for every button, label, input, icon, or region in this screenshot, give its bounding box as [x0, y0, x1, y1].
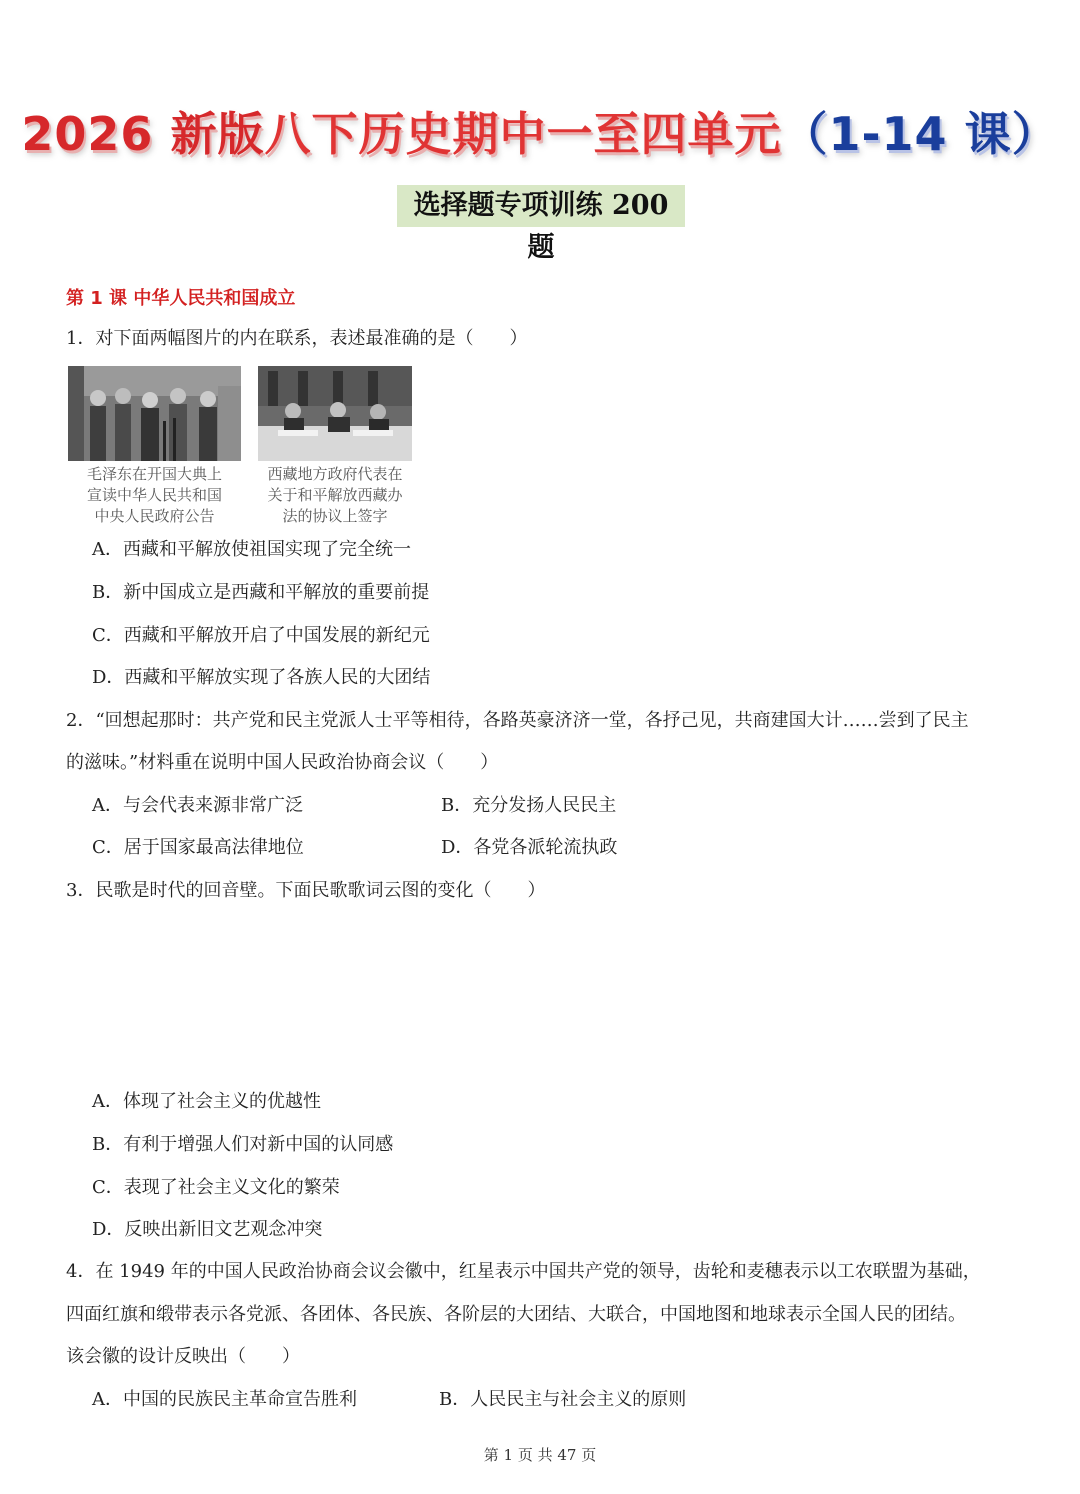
- photo-tibet-agreement: [258, 366, 412, 461]
- lesson-heading: 第 1 课 中华人民共和国成立: [66, 288, 296, 309]
- photo-founding-ceremony-image: [68, 366, 241, 461]
- question-1-option-d[interactable]: D．西藏和平解放实现了各族人民的大团结: [92, 667, 431, 688]
- question-2-stem-line-1: 2．“回想起那时：共产党和民主党派人士平等相待，各路英豪济济一堂，各抒己见，共商建国大计……尝到了民主: [66, 710, 969, 731]
- question-2-option-b[interactable]: B．充分发扬人民民主: [441, 795, 617, 816]
- question-3-option-a[interactable]: A．体现了社会主义的优越性: [92, 1091, 321, 1112]
- question-4-stem-line-3: 该会徽的设计反映出（ ）: [66, 1346, 300, 1367]
- title-subject: 八下历史期中一至四单元: [264, 107, 782, 161]
- question-2-option-c[interactable]: C．居于国家最高法律地位: [92, 837, 304, 858]
- document-subtitle: 选择题专项训练 200 题: [397, 185, 685, 227]
- title-range: （1-14 课）: [781, 107, 1059, 161]
- question-1-stem: 1．对下面两幅图片的内在联系，表述最准确的是（ ）: [66, 328, 528, 349]
- question-1-option-c[interactable]: C．西藏和平解放开启了中国发展的新纪元: [92, 625, 430, 646]
- page-number-footer: 第 1 页 共 47 页: [483, 1446, 597, 1464]
- caption-line: 西藏地方政府代表在: [267, 465, 403, 483]
- question-4-option-b[interactable]: B．人民民主与社会主义的原则: [439, 1389, 687, 1410]
- question-4-stem-line-2: 四面红旗和缎带表示各党派、各团体、各民族、各阶层的大团结、大联合，中国地图和地球表示全国人民的团结。: [66, 1304, 966, 1325]
- caption-line: 宣读中华人民共和国: [86, 486, 222, 504]
- photo-tibet-agreement-image: [258, 366, 412, 461]
- photo-tibet-agreement-caption: [258, 464, 412, 527]
- question-4-option-a[interactable]: A．中国的民族民主革命宣告胜利: [92, 1389, 357, 1410]
- question-3-option-c[interactable]: C．表现了社会主义文化的繁荣: [92, 1177, 340, 1198]
- caption-line: 毛泽东在开国大典上: [86, 465, 222, 483]
- photo-founding-ceremony-caption: [68, 464, 241, 527]
- question-2-stem-line-2: 的滋味。”材料重在说明中国人民政治协商会议（ ）: [66, 752, 499, 773]
- document-title: [0, 98, 1080, 164]
- question-2-option-a[interactable]: A．与会代表来源非常广泛: [92, 795, 303, 816]
- question-2-option-d[interactable]: D．各党各派轮流执政: [441, 837, 618, 858]
- photo-founding-ceremony: [68, 366, 241, 461]
- caption-line: 关于和平解放西藏办: [267, 486, 403, 504]
- question-3-option-b[interactable]: B．有利于增强人们对新中国的认同感: [92, 1134, 394, 1155]
- question-1-option-a[interactable]: A．西藏和平解放使祖国实现了完全统一: [92, 539, 411, 560]
- title-edition: 新版: [170, 107, 265, 161]
- question-4-stem-line-1: 4．在 1949 年的中国人民政治协商会议会徽中，红星表示中国共产党的领导，齿轮和麦穗表示以工农联盟为基础，: [66, 1261, 981, 1282]
- word-cloud-image-area: [66, 905, 666, 1080]
- caption-line: 中央人民政府公告: [94, 507, 215, 525]
- title-year: 2026: [21, 107, 154, 161]
- caption-line: 法的协议上签字: [282, 507, 388, 525]
- question-1-option-b[interactable]: B．新中国成立是西藏和平解放的重要前提: [92, 582, 430, 603]
- question-3-stem: 3．民歌是时代的回音壁。下面民歌歌词云图的变化（ ）: [66, 880, 546, 901]
- question-3-option-d[interactable]: D．反映出新旧文艺观念冲突: [92, 1219, 323, 1240]
